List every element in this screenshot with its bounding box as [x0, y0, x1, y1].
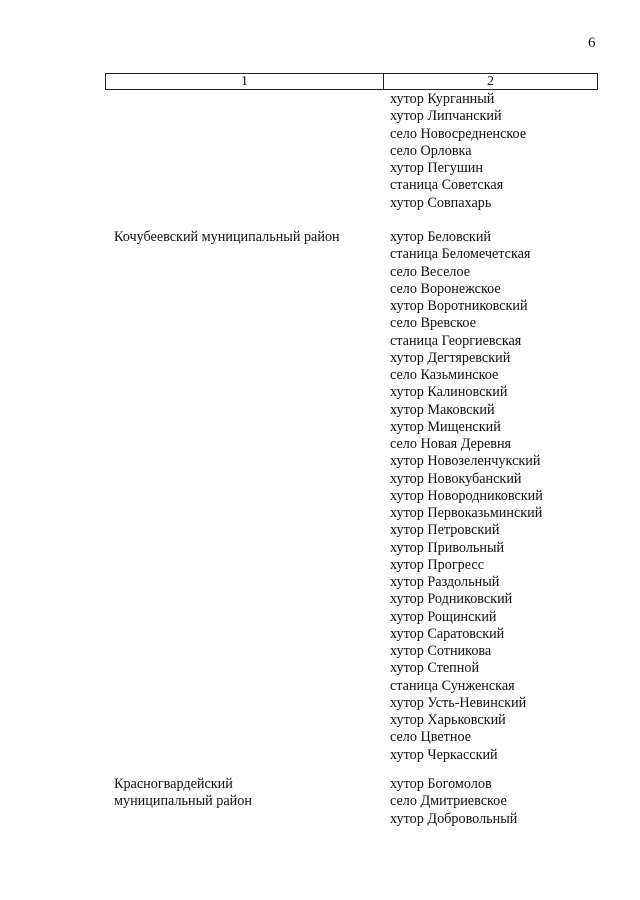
page-number: 6 [588, 35, 596, 51]
list-item: село Казьминское [390, 367, 499, 383]
list-item: станица Сунженская [390, 677, 515, 694]
list-item: хутор Богомолов [390, 776, 492, 792]
settlement-list-kochubeevsky [390, 229, 543, 764]
list-item: хутор Усть-Невинский [390, 694, 527, 711]
list-item: хутор Прогресс [390, 556, 484, 573]
list-item: хутор Дегтяревский [390, 349, 511, 366]
list-item: хутор Черкасский [390, 746, 498, 763]
list-item: хутор Беловский [390, 229, 492, 245]
list-item: хутор Липчанский [390, 108, 502, 125]
list-item: хутор Привольный [390, 539, 505, 556]
list-item: хутор Харьковский [390, 712, 506, 728]
list-item: хутор Рощинский [390, 608, 497, 625]
list-item: хутор Пегушин [390, 160, 483, 176]
settlement-list-krasnogvardeysky [390, 776, 517, 828]
table-header-row [105, 73, 598, 90]
list-item: хутор Сотникова [390, 643, 492, 659]
list-item: хутор Родниковский [390, 591, 513, 608]
district-name-line: Красногвардейский [114, 776, 233, 792]
settlement-list-continued [390, 91, 526, 212]
list-item: село Веселое [390, 263, 471, 280]
district-name-kochubeevsky: Кочубеевский муниципальный район [114, 229, 340, 245]
district-name-line: муниципальный район [114, 793, 252, 810]
table-header-col-1: 1 [106, 74, 384, 89]
list-item: хутор Новокубанский [390, 470, 522, 487]
list-item: станица Советская [390, 177, 504, 194]
list-item: хутор Калиновский [390, 384, 508, 401]
list-item: хутор Новородниковский [390, 487, 543, 504]
list-item: хутор Маковский [390, 401, 495, 418]
list-item: хутор Петровский [390, 522, 500, 539]
list-item: село Новосредненское [390, 125, 527, 142]
list-item: село Воронежское [390, 280, 501, 297]
list-item: село Цветное [390, 729, 472, 746]
list-item: село Вревское [390, 315, 476, 332]
list-item: станица Георгиевская [390, 332, 522, 349]
list-item: село Новая Деревня [390, 436, 512, 452]
district-name-krasnogvardeysky [114, 776, 252, 811]
list-item: хутор Добровольный [390, 810, 518, 827]
list-item: хутор Воротниковский [390, 298, 528, 314]
list-item: хутор Первоказьминский [390, 505, 543, 521]
list-item: хутор Курганный [390, 91, 495, 107]
list-item: хутор Саратовский [390, 625, 505, 642]
list-item: хутор Совпахарь [390, 194, 492, 211]
list-item: хутор Степной [390, 660, 480, 677]
list-item: село Орловка [390, 142, 472, 159]
list-item: станица Беломечетская [390, 246, 531, 263]
list-item: село Дмитриевское [390, 793, 507, 810]
list-item: хутор Раздольный [390, 574, 500, 590]
list-item: хутор Новозеленчукский [390, 453, 541, 470]
table-header-col-2: 2 [487, 74, 494, 89]
list-item: хутор Мищенский [390, 418, 501, 435]
